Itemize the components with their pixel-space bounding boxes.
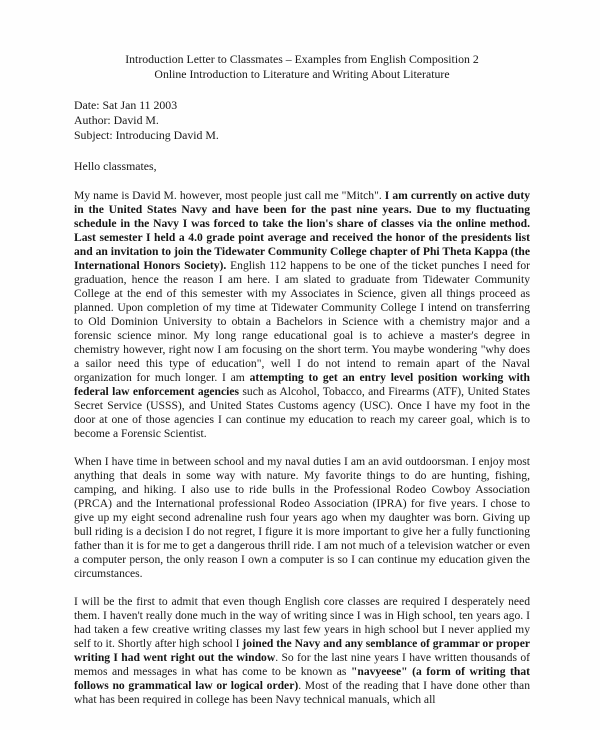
text-segment: When I have time in between school and my naval duties I am an avid outdoorsman. I enjoy most anything that deals in some way with nature. My favorite things to do are hunting, fishing, camping, and hiking. I also use to ride bulls in the Professional Rodeo Cowboy Association (PRCA) and the International professional Rodeo Association (IPRA) for five years. I chose to give up my eight second adrenaline rush four years ago when my daughter was born. Giving up bull riding is a decision I do not regret, I figure it is more important to give her a fully functioning father than it is for me to get a dangerous thrill ride. I am not much of a television watcher or even a computer person, the only reason I own a computer is so I can continue my education given the circumstances.	[74, 454, 530, 580]
bold-text-segment: attempting to get an entry level position working with federal law enforcement agencies	[74, 370, 530, 398]
text-segment: such as Alcohol, Tobacco, and Firearms (ATF), United States Secret Service (USSS), and United States Customs agency (USC). Once I have my foot in the door at one of those agencies I can continue my education to reach my career goal, which is to become a Forensic Scientist.	[74, 384, 530, 440]
meta-author: Author: David M.	[74, 112, 159, 127]
text-segment: My name is David M. however, most people just call me "Mitch".	[74, 188, 385, 202]
meta-block	[74, 98, 530, 142]
title-line-2: Online Introduction to Literature and Writing About Literature	[154, 66, 450, 81]
bold-text-segment: joined the Navy and any semblance of grammar or proper writing I had went right out the window	[74, 636, 530, 664]
paragraph	[74, 595, 530, 707]
meta-subject: Subject: Introducing David M.	[74, 127, 219, 142]
bold-text-segment: I am currently on active duty in the United States Navy and have been for the past nine years. Due to my fluctuating schedule in the Navy I was forced to take the lion's share of classes via the online method. Last semester I held a 4.0 grade point average and received the honor of the presidents list and an invitation to join the Tidewater Community College chapter of Phi Theta Kappa (the International Honors Society).	[74, 188, 530, 272]
text-segment: . Most of the reading that I have done other than what has been required in college has been Navy technical manuals, which all	[74, 678, 530, 706]
text-segment: English 112 happens to be one of the ticket punches I need for graduation, hence the reason I am here. I am slated to graduate from Tidewater Community College at the end of this semester with my Associates in Science, given all things proceed as planned. Upon completion of my time at Tidewater Community College I intend on transferring to Old Dominion University to obtain a Bachelors in Science with a chemistry major and a forensic science minor. My long range educational goal is to achieve a master's degree in chemistry however, right now I am focusing on the short term. You maybe wondering "why does a sailor need this type of education", well I do not intend to remain apart of the Naval organization for much longer. I am	[74, 258, 530, 384]
paragraph	[74, 189, 530, 441]
greeting: Hello classmates,	[74, 158, 157, 173]
document-title	[74, 52, 530, 81]
letter-paragraphs	[74, 189, 530, 707]
meta-date: Date: Sat Jan 11 2003	[74, 98, 178, 113]
text-segment: I will be the first to admit that even though English core classes are required I desperately need them. I haven't really done much in the way of writing since I was in High school, ten years ago. I had taken a few creative writing classes my last few years in high school but I never applied my self to it. Shortly after high school I	[74, 594, 530, 650]
paragraph	[74, 455, 530, 581]
text-segment: . So for the last nine years I have written thousands of memos and messages in what has come to be known as	[74, 650, 530, 678]
bold-text-segment: "navyeese" (a form of writing that follows no grammatical law or logical order)	[74, 664, 530, 692]
title-line-1: Introduction Letter to Classmates – Examples from English Composition 2	[125, 52, 479, 66]
